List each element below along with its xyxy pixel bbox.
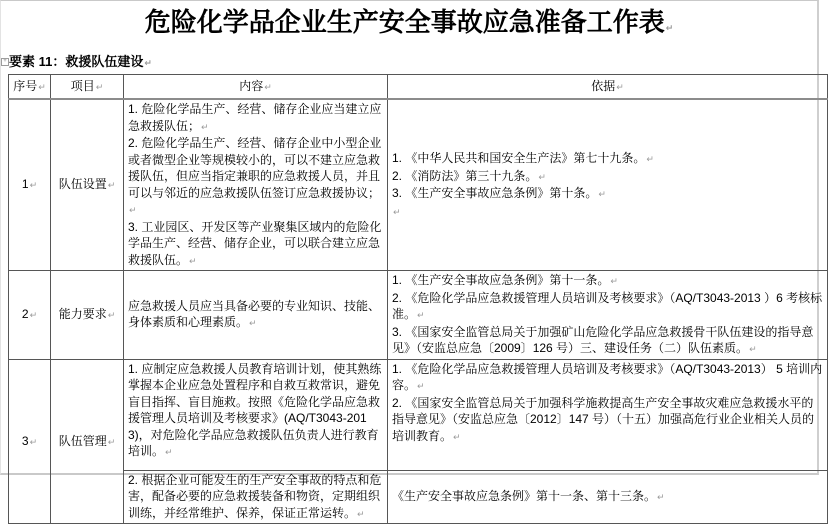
page-title-text: 危险化学品企业生产安全事故应急准备工作表: [144, 7, 665, 37]
basis-paragraph: [392, 395, 823, 446]
header-cell-no: [9, 75, 51, 100]
page-title: [1, 7, 817, 43]
paragraph-mark: ↵: [38, 81, 46, 92]
table-header-row: [9, 75, 828, 100]
basis-text: 1. 《生产安全事故应急条例》第十一条。: [392, 273, 610, 287]
paragraph-mark: ↵: [657, 492, 665, 502]
row3-no: 3: [21, 433, 29, 448]
paragraph-mark: ↵: [417, 310, 425, 320]
basis-paragraph: [392, 290, 823, 324]
section-subtitle: [3, 54, 817, 71]
header-no-label: 序号: [13, 78, 38, 93]
content-paragraph: [128, 298, 383, 332]
basis-text: 2. 《危险化学品应急救援管理人员培训及考核要求》（AQ/T3043-2013 ）6 考核标准。: [392, 290, 823, 321]
paragraph-mark: ↵: [538, 171, 546, 182]
content-text: 3. 工业园区、开发区等产业聚集区域内的危险化学品生产、经营、储存企业，可以联合建立应急救援队伍。: [128, 219, 382, 267]
basis-text: 2. 《消防法》第三十九条。: [392, 168, 538, 183]
paragraph-mark: ↵: [616, 81, 624, 92]
paragraph-mark: ↵: [249, 318, 257, 329]
paragraph-mark: ↵: [29, 180, 38, 191]
basis-text: 1. 《中华人民共和国安全生产法》第七十九条。: [392, 151, 646, 165]
content-text: 2. 根据企业可能发生的生产安全事故的特点和危害，配备必要的应急救援装备和物资，定期组织训练，并经常维护、保养，保证正常运转。: [128, 472, 382, 520]
row2-no: 2: [21, 307, 29, 321]
table-row: [9, 271, 828, 360]
basis-text: 1. 《危险化学品应急救援管理人员培训及考核要求》（AQ/T3043-2013） 5 培训内容。: [392, 361, 823, 392]
header-cell-item: [51, 75, 124, 100]
paragraph-mark: ↵: [453, 431, 461, 442]
basis-paragraph: [392, 150, 823, 168]
paragraph-mark: ↵: [29, 310, 38, 320]
row1-content-cell: [124, 99, 388, 271]
table-row: [9, 99, 828, 271]
paragraph-mark: ↵: [646, 154, 654, 164]
row1-basis-cell: [388, 99, 828, 271]
header-cell-basis: [388, 75, 828, 100]
paragraph-mark: ↵: [107, 436, 116, 447]
row3b-content-cell: [124, 470, 388, 524]
paragraph-mark: ↵: [665, 23, 674, 33]
header-cell-content: [124, 75, 388, 100]
table-row: [9, 470, 828, 524]
content-paragraph: [128, 361, 383, 461]
content-text: 1. 应制定应急救援人员教育培训计划，使其熟练掌握本企业应急处置程序和自救互救常识，避免盲目指挥、盲目施救。按照《危险化学品应急救援管理人员培训及考核要求》(AQ/T3043-2013)，对危险化学品应急救援队伍负责人进行教育培训。: [128, 361, 382, 458]
basis-paragraph: [392, 488, 823, 506]
row1-item: 队伍设置: [58, 177, 107, 192]
header-basis-label: 依据: [591, 78, 616, 93]
row3a-content-cell: [124, 359, 388, 470]
basis-paragraph: [392, 168, 823, 186]
row2-basis-cell: [388, 271, 828, 360]
paragraph-mark: ↵: [189, 255, 197, 266]
paragraph-mark: ↵: [393, 206, 401, 217]
paragraph-mark: ↵: [95, 81, 104, 92]
table-anchor-icon: +: [1, 58, 9, 66]
basis-paragraph: [392, 272, 823, 290]
row3-item-cell: [51, 359, 124, 524]
paragraph-mark: ↵: [417, 381, 425, 391]
content-text: 1. 危险化学品生产、经营、储存企业应当建立应急救援队伍；: [128, 102, 382, 133]
row2-item: 能力要求: [58, 307, 107, 321]
content-paragraph: [128, 219, 383, 270]
paragraph-mark: ↵: [107, 180, 116, 191]
empty-paragraph: [392, 203, 823, 221]
paragraph-mark: ↵: [357, 508, 365, 519]
table-row: [9, 359, 828, 470]
paragraph-mark: ↵: [29, 436, 38, 447]
paragraph-mark: ↵: [201, 121, 209, 132]
row3b-basis-cell: [388, 470, 828, 524]
row3a-basis-cell: [388, 359, 828, 470]
paragraph-mark: ↵: [165, 447, 173, 457]
header-content-label: 内容: [239, 78, 264, 93]
basis-text: 3. 《生产安全事故应急条例》第十条。: [392, 186, 598, 200]
row1-no: 1: [21, 177, 29, 192]
paragraph-mark: ↵: [107, 310, 116, 320]
content-paragraph: [128, 135, 383, 219]
row1-no-cell: [9, 99, 51, 271]
row2-item-cell: [51, 271, 124, 360]
emergency-prep-table: [8, 74, 828, 524]
row2-no-cell: [9, 271, 51, 360]
content-paragraph: [128, 472, 383, 523]
row3-no-cell: [9, 359, 51, 524]
paragraph-mark: ↵: [598, 189, 606, 199]
paragraph-mark: ↵: [144, 58, 152, 68]
basis-paragraph: [392, 185, 823, 203]
basis-text: 《生产安全事故应急条例》第十一条、第十三条。: [392, 489, 657, 503]
basis-paragraph: [392, 324, 823, 358]
basis-paragraph: [392, 361, 823, 395]
content-text: 2. 危险化学品生产、经营、储存企业中小型企业或者微型企业等规模较小的，可以不建立应急救援队伍，但应当指定兼职的应急救援人员，并且可以与邻近的应急救援队伍签订应急救援协议；: [128, 136, 382, 200]
content-text: 应急救援人员应当具备必要的专业知识、技能、身体素质和心理素质。: [128, 298, 381, 330]
row1-item-cell: [51, 99, 124, 271]
section-subtitle-text: 要素 11：救援队伍建设: [9, 54, 144, 69]
paragraph-mark: ↵: [749, 344, 757, 354]
row3-item: 队伍管理: [58, 433, 107, 448]
basis-text: 2. 《国家安全监管总局关于加强科学施救提高生产安全事故灾难应急救援水平的指导意见》（安监总应急〔2012〕147 号）（十五）加强高危行业企业相关人员的培训教育。: [392, 395, 815, 443]
paragraph-mark: ↵: [610, 276, 618, 286]
content-paragraph: [128, 101, 383, 135]
basis-text: 3. 《国家安全监管总局关于加强矿山危险化学品应急救援骨干队伍建设的指导意见》（安监总应急〔2009〕126 号）三、建设任务（二）队伍素质。: [392, 324, 814, 355]
row2-content-cell: [124, 271, 388, 360]
header-item-label: 项目: [70, 78, 95, 93]
paragraph-mark: ↵: [129, 205, 137, 215]
paragraph-mark: ↵: [264, 81, 272, 92]
